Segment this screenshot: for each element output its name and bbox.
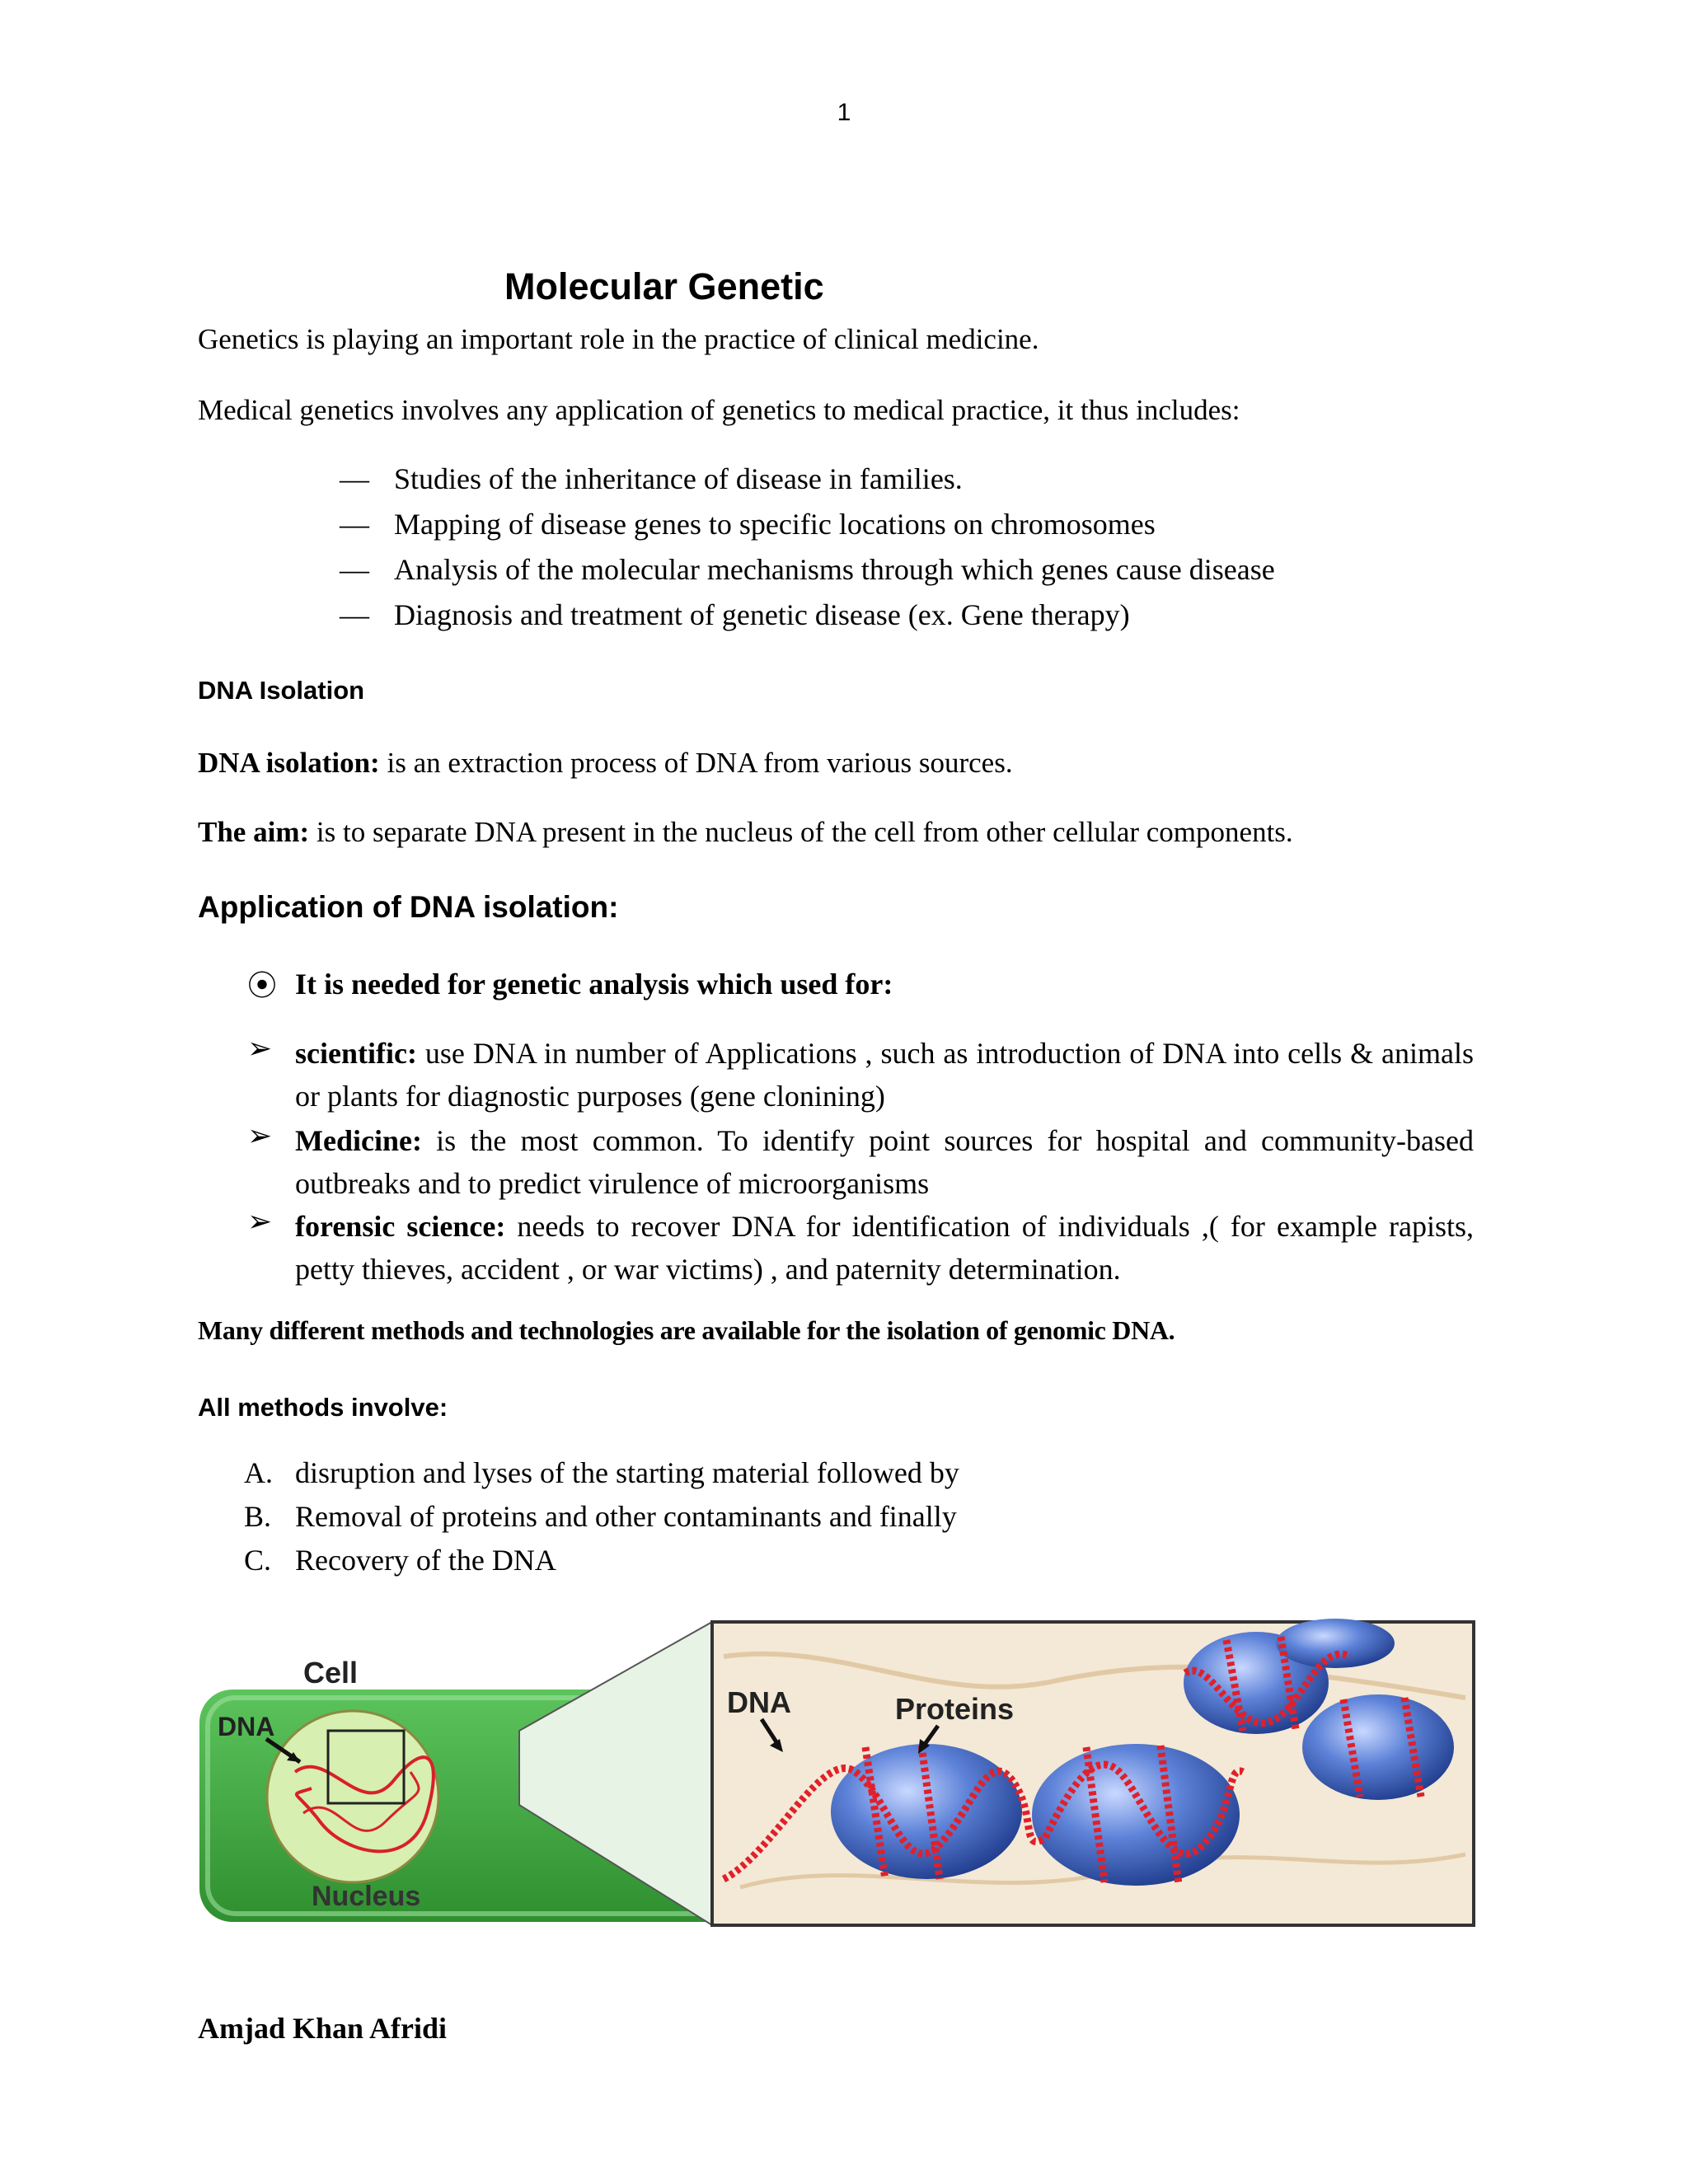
arrow-bullet-icon: ➢ xyxy=(247,1205,273,1239)
page-number: 1 xyxy=(837,99,851,126)
dna-isolation-figure xyxy=(196,1607,1477,1952)
dna-isolation-heading: DNA Isolation xyxy=(198,676,365,705)
list-item xyxy=(244,1499,959,1543)
dash-marker: — xyxy=(340,598,369,631)
intro-line-2: Medical genetics involves any application of genetics to medical practice, it thus includes: xyxy=(198,394,1240,426)
list-item xyxy=(340,507,1275,552)
dash-marker: — xyxy=(340,553,369,586)
step-marker: B. xyxy=(244,1500,272,1533)
cell-label: Cell xyxy=(303,1656,359,1690)
step-text: Removal of proteins and other contaminants and finally xyxy=(295,1500,957,1533)
list-item xyxy=(244,1543,959,1586)
application-item-text xyxy=(295,1032,1474,1118)
methods-note: Many different methods and technologies are available for the isolation of genomic DNA. xyxy=(198,1315,1175,1345)
step-text: disruption and lyses of the starting material followed by xyxy=(295,1456,959,1489)
item-label: Medicine: xyxy=(295,1124,422,1157)
intro-line-1: Genetics is playing an important role in the practice of clinical medicine. xyxy=(198,323,1039,355)
all-methods-heading: All methods involve: xyxy=(198,1393,448,1422)
radio-bullet-icon: ⦿ xyxy=(247,969,278,1003)
application-lead-text: It is needed for genetic analysis which used for: xyxy=(295,968,893,1001)
methods-steps-list xyxy=(244,1455,959,1586)
histone-protein xyxy=(1032,1744,1240,1886)
histone-protein xyxy=(1302,1694,1454,1800)
dna-isolation-aim xyxy=(198,816,1293,849)
list-item-text: Mapping of disease genes to specific locations on chromosomes xyxy=(394,508,1156,541)
item-label: forensic science: xyxy=(295,1210,506,1243)
arrow-bullet-icon: ➢ xyxy=(247,1119,273,1153)
item-label: scientific: xyxy=(295,1037,417,1070)
list-item-text: Diagnosis and treatment of genetic disease (ex. Gene therapy) xyxy=(394,598,1130,631)
item-body: is the most common. To identify point sources for hospital and community-based outbreaks and to predict virulence of microorganisms xyxy=(295,1124,1474,1200)
item-body: needs to recover DNA for identification of individuals ,( for example rapists, petty thieves, accident , or war victims) , and paternity determination. xyxy=(295,1210,1474,1286)
proteins-label: Proteins xyxy=(895,1692,1015,1726)
application-item-text xyxy=(295,1119,1474,1205)
list-item xyxy=(244,1455,959,1499)
definition-label: DNA isolation: xyxy=(198,747,380,779)
dna-isolation-definition xyxy=(198,747,1013,780)
dna-label-right: DNA xyxy=(727,1685,791,1719)
list-item xyxy=(340,462,1275,507)
definition-text: is an extraction process of DNA from various sources. xyxy=(379,747,1013,779)
page-title: Molecular Genetic xyxy=(504,265,824,307)
aim-text: is to separate DNA present in the nucleus of the cell from other cellular components. xyxy=(309,816,1293,848)
step-marker: C. xyxy=(244,1544,272,1577)
list-item xyxy=(340,598,1275,643)
list-item-text: Studies of the inheritance of disease in families. xyxy=(394,462,963,495)
dash-marker: — xyxy=(340,462,369,495)
application-item-text xyxy=(295,1205,1474,1291)
arrow-bullet-icon: ➢ xyxy=(247,1032,273,1066)
application-heading: Application of DNA isolation: xyxy=(198,890,619,924)
dna-label-left: DNA xyxy=(218,1712,275,1741)
aim-label: The aim: xyxy=(198,816,310,848)
list-item xyxy=(340,552,1275,598)
item-body: use DNA in number of Applications , such as introduction of DNA into cells & animals or plants for diagnostic purposes (gene clonining) xyxy=(295,1037,1474,1113)
histone-protein xyxy=(1276,1619,1395,1668)
includes-list xyxy=(340,462,1275,643)
step-marker: A. xyxy=(244,1456,273,1489)
histone-protein xyxy=(831,1744,1022,1879)
dash-marker: — xyxy=(340,508,369,541)
nucleus-label: Nucleus xyxy=(312,1881,421,1912)
list-item-text: Analysis of the molecular mechanisms through which genes cause disease xyxy=(394,553,1275,586)
step-text: Recovery of the DNA xyxy=(295,1544,556,1577)
author-footer: Amjad Khan Afridi xyxy=(198,2012,448,2045)
